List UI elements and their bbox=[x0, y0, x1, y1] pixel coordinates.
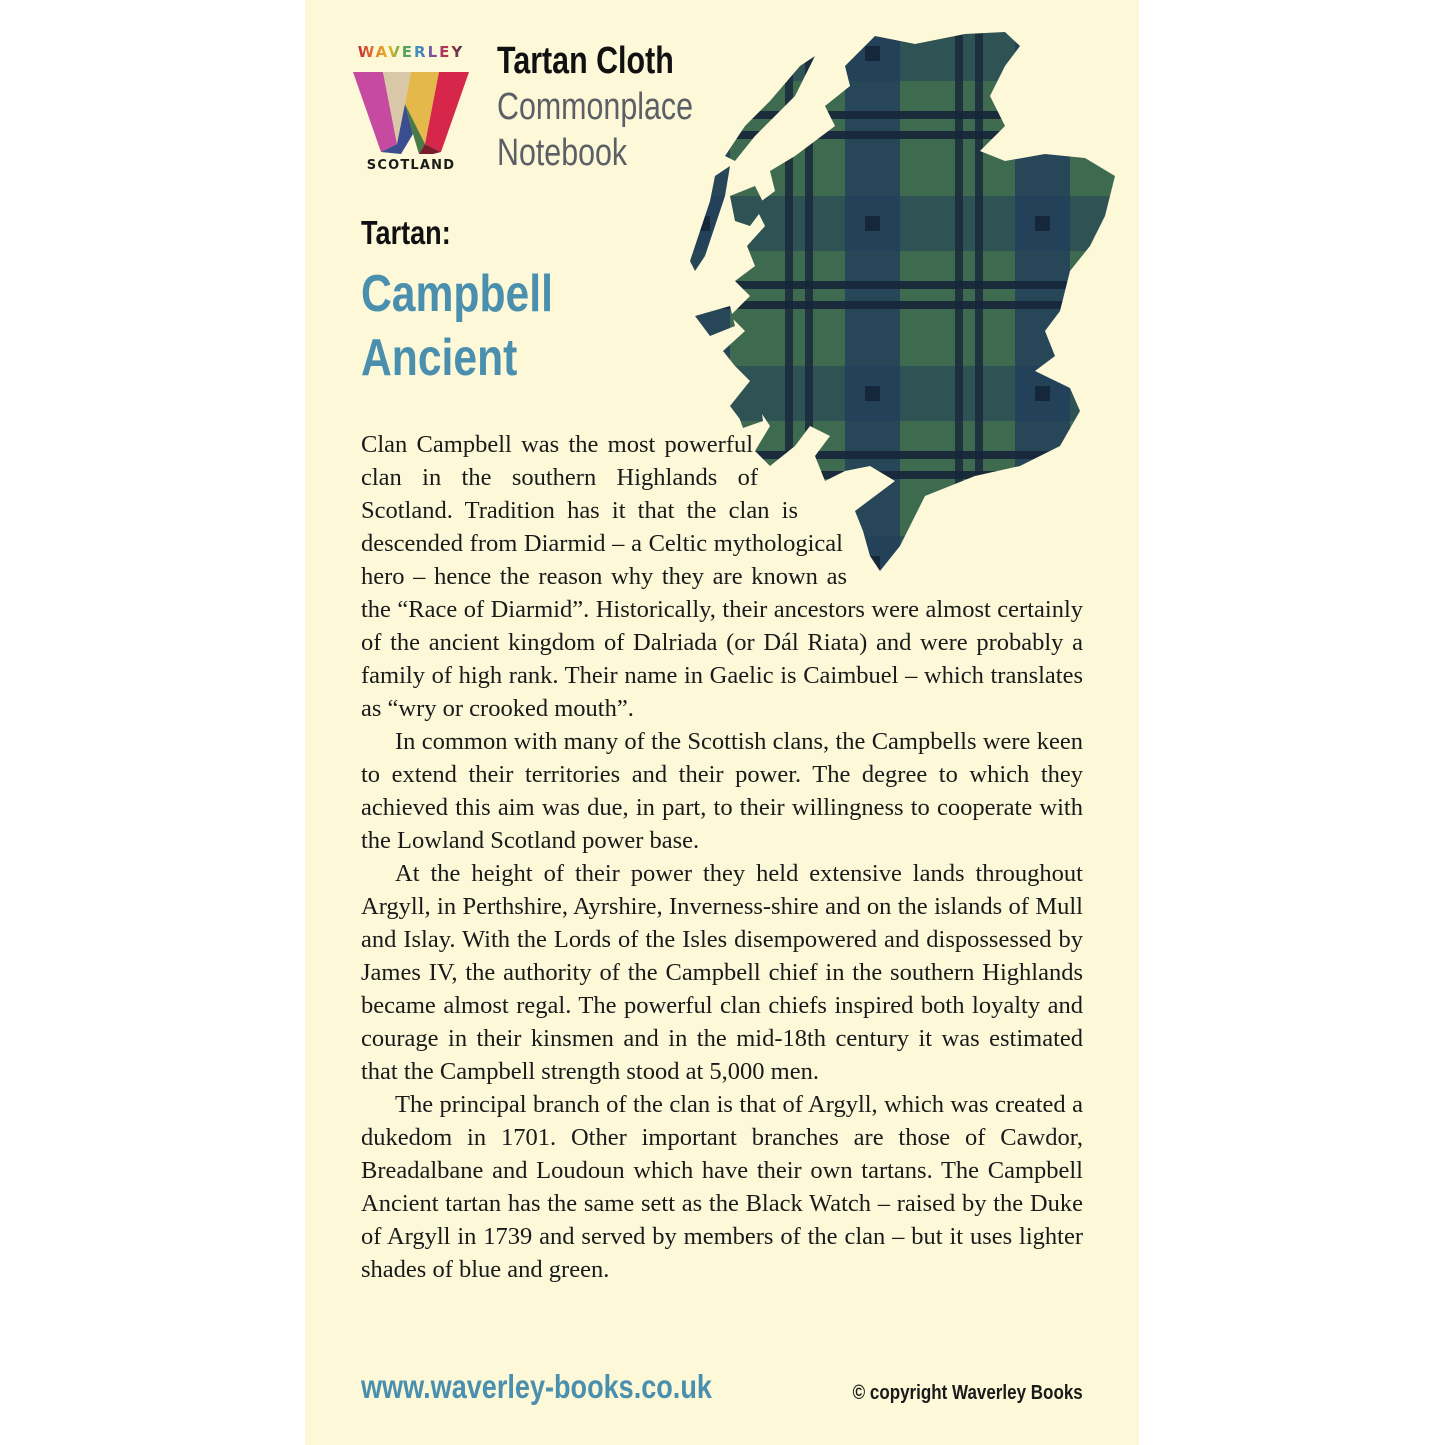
outer-hebrides-shape bbox=[725, 56, 815, 161]
mull-shape bbox=[695, 306, 735, 336]
paragraph-4: The principal branch of the clan is that of Argyll, which was created a dukedom in 1701. Other important branches are those of Cawdor, Breadalbane and Loudoun which have their own tartans. The Campbell Ancient tartan has the same sett as the Black Watch – raised by the Duke of Argyll in 1739 and served by members of the clan – but it uses lighter shades of blue and green. bbox=[361, 1091, 1083, 1283]
clan-history-text bbox=[361, 428, 1083, 1286]
waverley-logo bbox=[349, 40, 473, 180]
notebook-title: Tartan Cloth bbox=[497, 40, 674, 82]
tartan-name-line2: Ancient bbox=[361, 329, 518, 387]
hebrides-south-shape bbox=[690, 166, 730, 271]
skye-shape bbox=[730, 186, 765, 226]
paragraph-2: In common with many of the Scottish clans, the Campbells were keen to extend their territories and their power. The degree to which they achieved this aim was due, in part, to their willingness to cooperate with the Lowland Scotland power base. bbox=[361, 728, 1083, 854]
tartan-label: Tartan: bbox=[361, 214, 451, 251]
notebook-cover bbox=[305, 0, 1139, 1445]
copyright-notice: © copyright Waverley Books bbox=[852, 1382, 1083, 1404]
logo-word-text: WAVERLEY bbox=[357, 43, 465, 61]
paragraph-3: At the height of their power they held extensive lands throughout Argyll, in Perthshire, Ayrshire, Inverness-shire and on the islands of Mull and Islay. With the Lords of the Isles disempowered and dispossessed by James IV, the authority of the Campbell chief in the southern Highlands became almost regal. The powerful clan chiefs inspired both loyalty and courage in their kinsmen and in the mid-18th century it was estimated that the Campbell strength stood at 5,000 men. bbox=[361, 860, 1083, 1085]
w-logo-icon bbox=[353, 64, 469, 154]
website-link[interactable]: www.waverley-books.co.uk bbox=[361, 1368, 712, 1405]
tartan-name-line1: Campbell bbox=[361, 265, 553, 323]
tartan-name bbox=[361, 262, 553, 390]
logo-subtitle: SCOTLAND bbox=[366, 158, 456, 173]
notebook-subtitle-line1: Commonplace bbox=[497, 86, 693, 128]
logo-wordmark bbox=[349, 43, 473, 61]
notebook-subtitle-line2: Notebook bbox=[497, 132, 628, 174]
paragraph-1: Clan Campbell was the most powerful clan in the southern Highlands of Scotland. Tradition has it that the clan is descended from Diarmid – a Celtic mythological hero – hence the reason why they are known as the “Race of Diarmid”. Historically, their ancestors were almost certainly of the ancient kingdom of Dalriada (or Dál Riata) and were probably a family of high rank. Their name in Gaelic is Caimbuel – which translates as “wry or crooked mouth”. bbox=[361, 431, 1083, 722]
